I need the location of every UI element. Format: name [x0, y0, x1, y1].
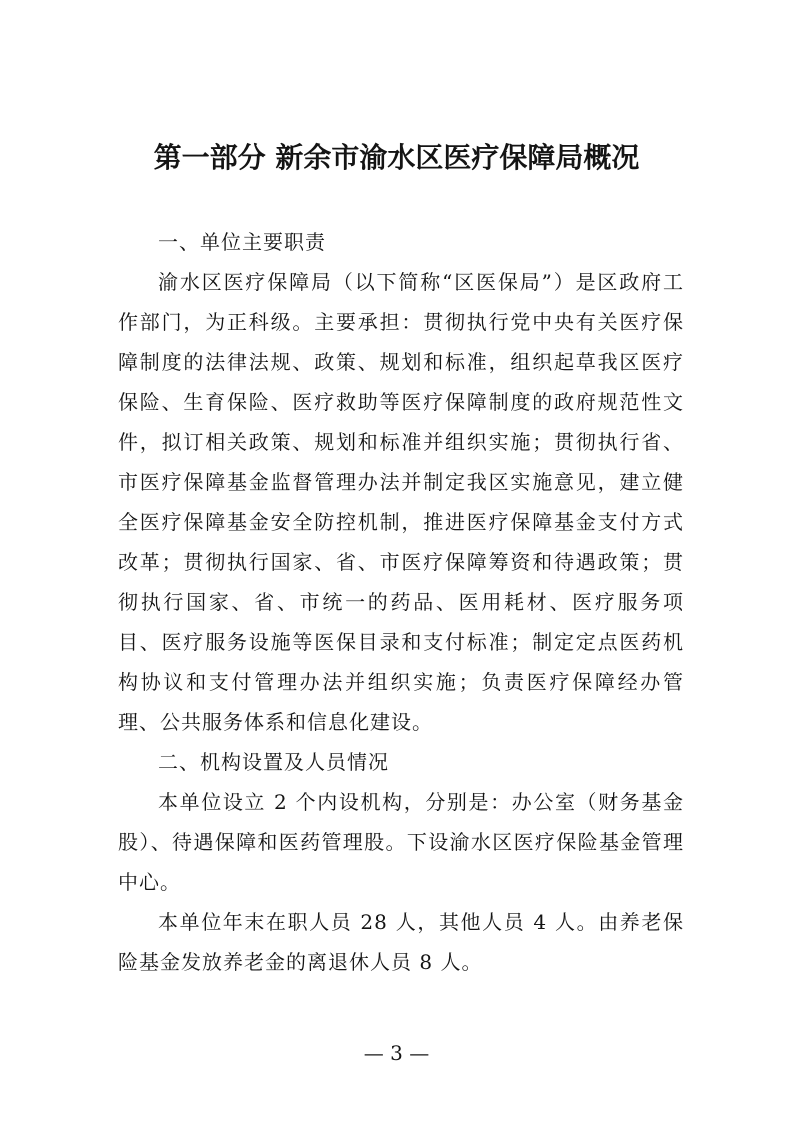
section-heading-organization: 二、机构设置及人员情况 — [158, 750, 389, 774]
document-body — [118, 222, 684, 982]
paragraph-duties: 渝水区医疗保障局（以下简称“区医保局”）是区政府工作部门，为正科级。主要承担：贯彻执行党中央有关医疗保障制度的法律法规、政策、规划和标准，组织起草我区医疗保险、生育保险、医疗救助等医疗保障制度的政府规范性文件，拟订相关政策、规划和标准并组织实施；贯彻执行省、市医疗保障基金监督管理办法并制定我区实施意见，建立健全医疗保障基金安全防控机制，推进医疗保障基金支付方式改革；贯彻执行国家、省、市医疗保障筹资和待遇政策；贯彻执行国家、省、市统一的药品、医用耗材、医疗服务项目、医疗服务设施等医保目录和支付标准；制定定点医药机构协议和支付管理办法并组织实施；负责医疗保障经办管理、公共服务体系和信息化建设。 — [118, 270, 684, 734]
section-heading-duties: 一、单位主要职责 — [158, 230, 326, 254]
paragraph-staff: 本单位年末在职人员 28 人，其他人员 4 人。由养老保险基金发放养老金的离退休人员 8 人。 — [118, 910, 684, 974]
page-number: — 3 — — [363, 1041, 430, 1065]
paragraph-departments: 本单位设立 2 个内设机构，分别是：办公室（财务基金股）、待遇保障和医药管理股。下设渝水区医疗保险基金管理中心。 — [118, 790, 684, 894]
page-title: 第一部分 新余市渝水区医疗保障局概况 — [153, 141, 640, 174]
